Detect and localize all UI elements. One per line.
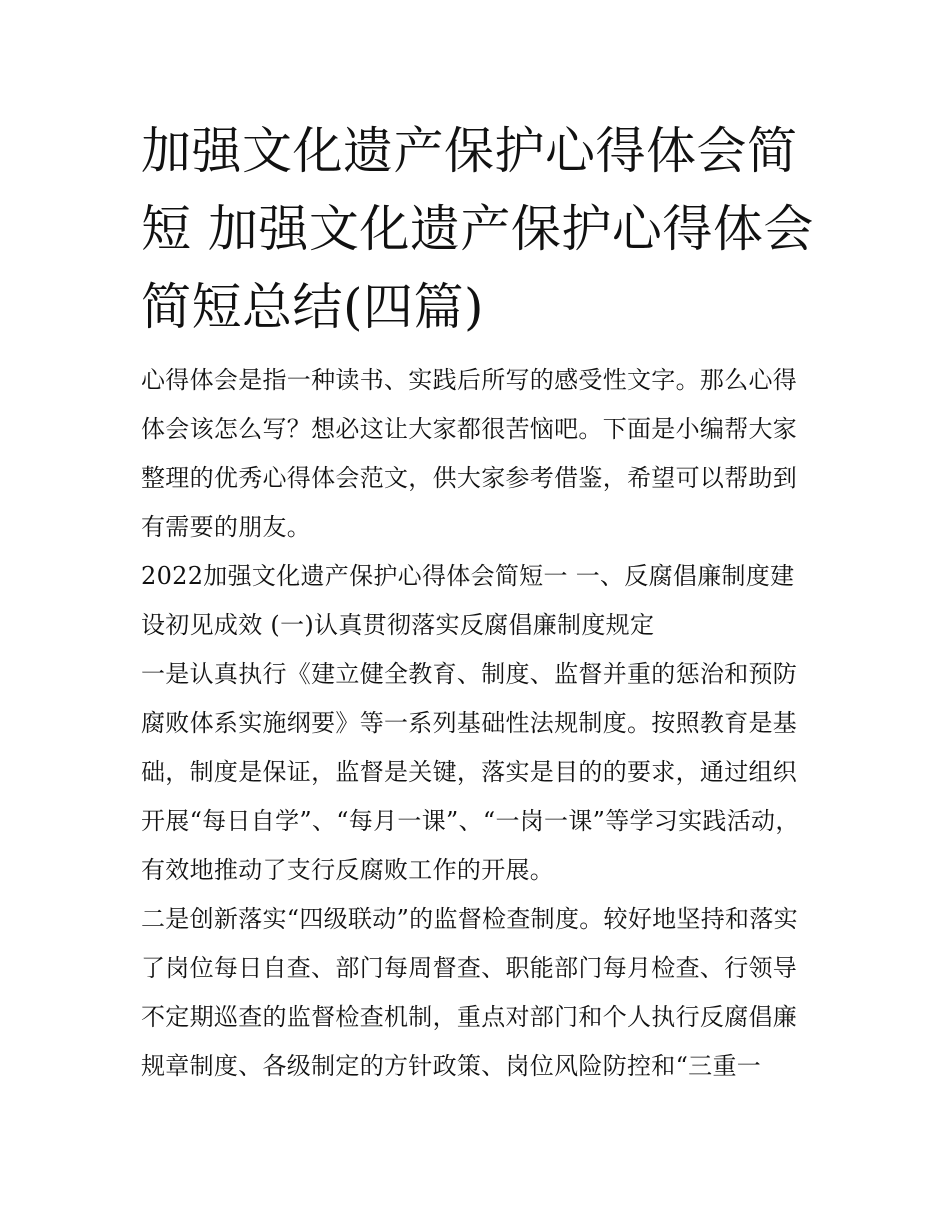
document-body xyxy=(141,356,813,1091)
body-paragraph-second: 二是创新落实“四级联动”的监督检查制度。较好地坚持和落实了岗位每日自查、部门每周督查、职能部门每月检查、行领导不定期巡查的监督检查机制，重点对部门和个人执行反腐倡廉规章制度、各级制定的方针政策、岗位风险防控和“三重一 xyxy=(141,905,798,1080)
intro-paragraph: 心得体会是指一种读书、实践后所写的感受性文字。那么心得体会该怎么写？想必这让大家都很苦恼吧。下面是小编帮大家整理的优秀心得体会范文，供大家参考借鉴，希望可以帮助到有需要的朋友。 xyxy=(141,366,798,541)
document-title: 加强文化遗产保护心得体会简短 加强文化遗产保护心得体会简短总结(四篇) xyxy=(141,122,814,336)
section-heading-paragraph: 2022加强文化遗产保护心得体会简短一 一、反腐倡廉制度建设初见成效 (一)认真贯彻落实反腐倡廉制度规定 xyxy=(141,562,795,639)
body-paragraph-first: 一是认真执行《建立健全教育、制度、监督并重的惩治和预防腐败体系实施纲要》等一系列基础性法规制度。按照教育是基础，制度是保证，监督是关键，落实是目的的要求，通过组织开展“每日自学”、“每月一课”、“一岗一课”等学习实践活动，有效地推动了支行反腐败工作的开展。 xyxy=(141,660,800,884)
